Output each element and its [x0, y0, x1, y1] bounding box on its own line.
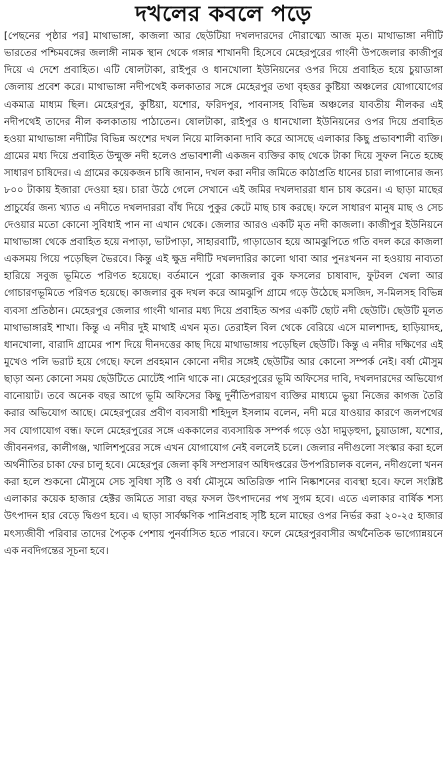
article-headline: দখলের কবলে পড়ে [135, 2, 312, 27]
article-body: [পেছনের পৃষ্ঠার পর] মাথাভাঙ্গা, কাজলা আর ছেউটিয়া দখলদারদের দৌরাত্ম্যে আজ মৃত। মাথাভাঙ্গা নদীটি ভারতের পশ্চিমবঙ্গের জলাঙ্গী নামক স্থান থেকে গঙ্গার শাখানদী হিসেবে মেহেরপুরের গাংনী উপজেলার কাজীপুর দিয়ে এ দেশে প্রবাহিত। এটি ষোলটাকা, রাইপুর ও ধানখোলা ইউনিয়নের ওপর দিয়ে প্রবাহিত হয়ে চুয়াডাঙ্গা জেলায় প্রবেশ করে। মাথাভাঙ্গা নদীপথেই কলকাতার সঙ্গে মেহেরপুর তথা বৃহত্তর কুষ্টিয়া অঞ্চলের যোগাযোগের একমাত্র মাধ্যম ছিল। মেহেরপুর, কুষ্টিয়া, যশোর, ফরিদপুর, পাবনাসহ বিভিন্ন অঞ্চলের যাবতীয় নীলকর এই নদীপথেই তাদের নীল কলকাতায় পাঠাতেন। ষোলটাকা, রাইপুর ও ধানখোলা ইউনিয়নের ওপর দিয়ে প্রবাহিত হওয়া মাথাভাঙ্গা নদীটির বিভিন্ন অংশের দখল নিয়ে মালিকানা দাবি করে আসছে এলাকার কিছু প্রভাবশালী ব্যক্তি। গ্রামের মধ্য দিয়ে প্রবাহিত উন্মুক্ত নদী হলেও প্রভাবশালী একজন ব্যক্তির কাছ থেকে টাকা দিয়ে সুফল নিতে হচ্ছে সাধারণ চাষিদের। এ গ্রামের কয়েকজন চাষি জানান, দখল করা নদীর জমিতে কাঠাপ্রতি ধানের চারা লাগানোর জন্য ৮০০ টাকায় ইজারা দেওয়া হয়। চারা উঠে গেলে সেখানে এই জমির দখলদাররা ধান চাষ করেন। এ ছাড়া মাছের প্রাচুর্যের জন্য খ্যাত এ নদীতে দখলদাররা বাঁধ দিয়ে পুকুর কেটে মাছ চাষ করছে। ফলে সাধারণ মানুষ মাছ ও সেচ দেওয়ার মতো কোনো সুবিধাই পান না এখান থেকে। জেলার আরও একটি মৃত নদী কাজলা। কাজীপুর ইউনিয়নে মাথাভাঙ্গা থেকে প্রবাহিত হয়ে নপাড়া, ভাটপাড়া, সাহারবাটি, গাড়াডোব হয়ে আমঝুপিতে গতি বদল করে কাজলা একসময় গিয়ে পড়েছিল ভৈরবে। কিন্তু এই ক্ষুদ্র নদীটি দখলদারির কালো থাবা আর পুনঃখনন না হওয়ায় নাব্যতা হারিয়ে সবুজ ভূমিতে পরিণত হয়েছে। বর্তমানে পুরো কাজলার বুক ফসলের চাষাবাদ, ফুটবল খেলা আর গোচারণভূমিতে পরিণত হয়েছে। কাজলার বুক দখল করে আমঝুপি গ্রামে গড়ে উঠেছে মসজিদ, স-মিলসহ বিভিন্ন ব্যবসা প্রতিষ্ঠান। মেহেরপুর জেলার গাংনী থানার মধ্য দিয়ে প্রবাহিত অপর একটি ছোট নদী ছেউটি। ছেউটি মূলত মাথাভাঙ্গারই শাখা। কিন্তু এ নদীর দুই মাথাই এখন মৃত। তেরাইল বিল থেকে বেরিয়ে এসে মালশাদহ, হাড়িয়াদহ, ধানখোলা, বারাদি গ্রামের পাশ দিয়ে দীনদত্তের কাছ দিয়ে মাথাভাঙ্গায় পড়েছিল ছেউটি। কিন্তু এ নদীর দক্ষিণের এই মুখেও পলি ভরাট হয়ে গেছে। ফলে প্রবহমান কোনো নদীর সঙ্গেই ছেউটির আর কোনো সম্পর্ক নেই। বর্ষা মৌসুম ছাড়া অন্য কোনো সময় ছেউটিতে মোটেই পানি থাকে না। মেহেরপুরের ভূমি অফিসের দাবি, দখলদারদের অভিযোগ বানোয়াট। তবে অনেক বছর আগে ভূমি অফিসের কিছু দুর্নীতিপরায়ণ ব্যক্তির মাধ্যমে ভুয়া নিজের কাগজ তৈরি করার অভিযোগ আছে। মেহেরপুরের প্রবীণ ব্যবসায়ী শহিদুল ইসলাম বলেন, নদী মরে যাওয়ার কারণে জলপথের সব যোগাযোগ বন্ধ। ফলে মেহেরপুরের সঙ্গে এককালের ব্যবসায়িক সম্পর্ক গড়ে ওঠা দামুড়হুদা, চুয়াডাঙ্গা, যশোর, জীবননগর, কালীগঞ্জ, খালিশপুরের সঙ্গে এখন যোগাযোগ নেই বললেই চলে। জেলার নদীগুলো সংস্কার করা হলে অর্থনীতির চাকা ফের চালু হবে। মেহেরপুর জেলা কৃষি সম্প্রসারণ অধিদপ্তরের উপপরিচালক বলেন, নদীগুলো খনন করা হলে শুকনো মৌসুমে সেচ সুবিধা সৃষ্টি ও বর্ষা মৌসুমে অতিরিক্ত পানি নিষ্কাশনের ব্যবস্থা হবে। ফলে সংশ্লিষ্ট এলাকার কয়েক হাজার হেক্টর জমিতে সারা বছর ফসল উৎপাদনের পথ সুগম হবে। এতে এলাকার বার্ষিক শস্য উৎপাদন হার বেড়ে দ্বিগুণ হবে। এ ছাড়া সার্বক্ষণিক পানিপ্রবাহ সৃষ্টি হলে মাছের ওপর নির্ভর করা ২০-২৫ হাজার মৎস্যজীবী পরিবার তাদের পৈতৃক পেশায় পুনর্বাসিত হতে পারবে। ফলে মেহেরপুরবাসীর অর্থনৈতিক ভাগ্যোন্নয়নে এক নবদিগন্তের সূচনা হবে। [4, 31, 443, 557]
